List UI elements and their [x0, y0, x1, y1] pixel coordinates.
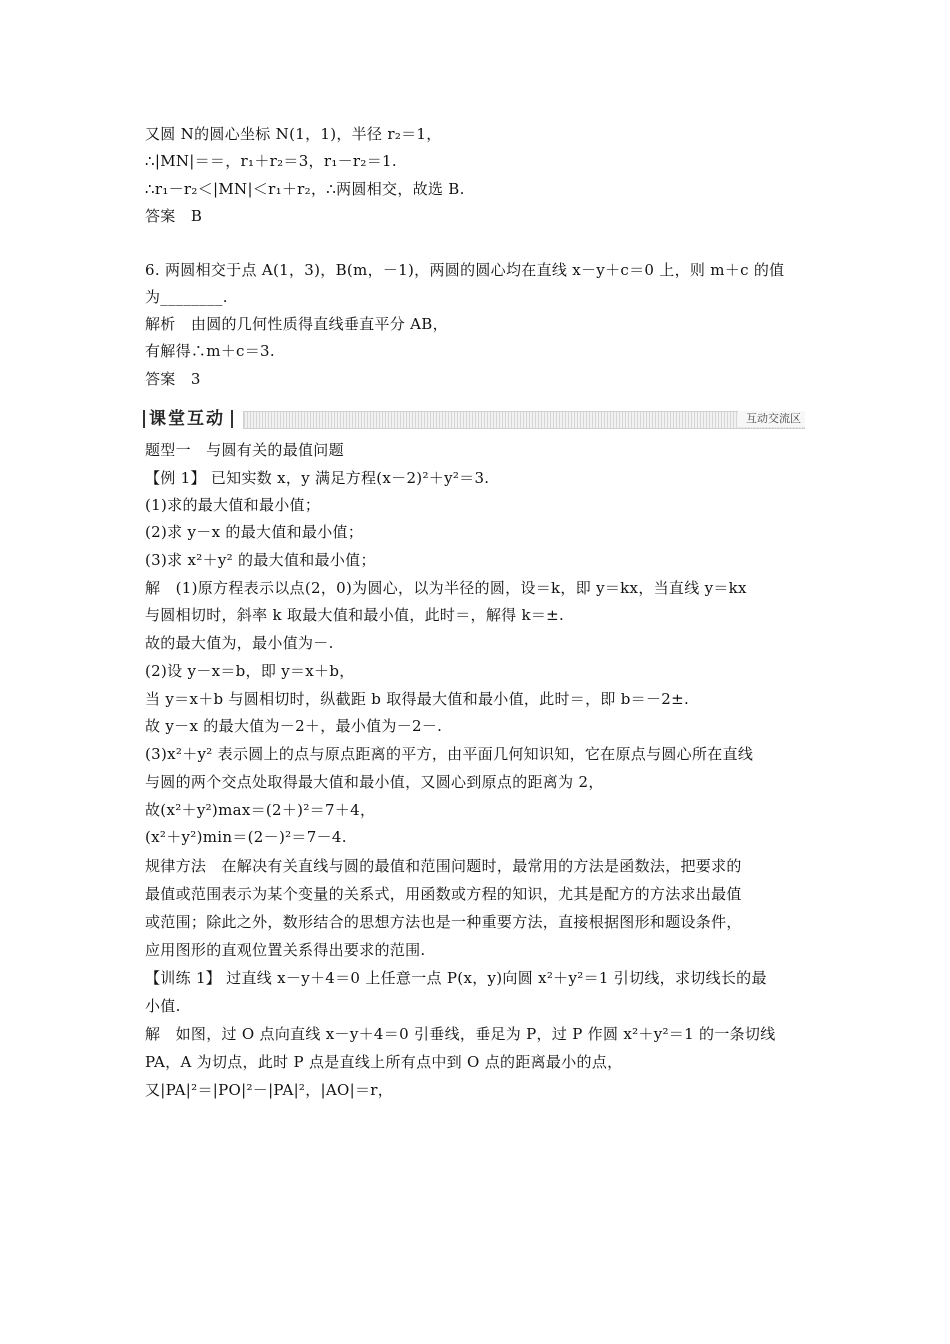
text-line: (2)求 y－x 的最大值和最小值；: [145, 523, 364, 541]
solution-line: (x²＋y²)min＝(2－)²＝7－4.: [145, 828, 347, 846]
solution-line: (3)x²＋y² 表示圆上的点与原点距离的平方，由平面几何知识知，它在原点与圆心所在直线: [145, 745, 754, 763]
solution-line: 解析 由圆的几何性质得直线垂直平分 AB，: [145, 315, 448, 333]
solution-line: 又|PA|²＝|PO|²－|PA|²，|AO|＝r，: [145, 1081, 394, 1099]
text-line: ∴r₁－r₂＜|MN|＜r₁＋r₂，∴两圆相交，故选 B.: [145, 180, 465, 198]
exercise-line: 小值.: [145, 997, 181, 1015]
method-line: 应用图形的直观位置关系得出要求的范围.: [145, 941, 426, 959]
method-line: 最值或范围表示为某个变量的关系式，用函数或方程的知识，尤其是配方的方法求出最值: [145, 885, 742, 903]
solution-line: 故(x²＋y²)max＝(2＋)²＝7＋4，: [145, 801, 376, 819]
problem-6-line: 6. 两圆相交于点 A(1，3)，B(m，－1)，两圆的圆心均在直线 x－y＋c＝0 上，则 m＋c 的值: [145, 261, 785, 279]
solution-line: PA，A 为切点，此时 P 点是直线上所有点中到 O 点的距离最小的点，: [145, 1053, 623, 1071]
banner-tag: 互动交流区: [738, 411, 805, 427]
example-title: 【例 1】 已知实数 x，y 满足方程(x－2)²＋y²＝3.: [145, 469, 490, 487]
method-line: 规律方法 在解决有关直线与圆的最值和范围问题时，最常用的方法是函数法，把要求的: [145, 857, 742, 875]
section-heading: 题型一 与圆有关的最值问题: [145, 441, 344, 459]
answer-line: 答案 3: [145, 370, 201, 388]
exercise-title: 【训练 1】 过直线 x－y＋4＝0 上任意一点 P(x，y)向圆 x²＋y²＝1 引切线，求切线长的最: [145, 969, 767, 987]
solution-line: 解 如图，过 O 点向直线 x－y＋4＝0 引垂线，垂足为 P，过 P 作圆 x²＋y²＝1 的一条切线: [145, 1025, 776, 1043]
solution-line: 当 y＝x＋b 与圆相切时，纵截距 b 取得最大值和最小值，此时＝，即 b＝－2±.: [145, 690, 690, 708]
solution-line: 解 (1)原方程表示以点(2，0)为圆心，以为半径的圆，设＝k，即 y＝kx，当直线 y＝kx: [145, 579, 747, 597]
banner-title: 课堂互动: [145, 407, 229, 431]
solution-line: 与圆相切时，斜率 k 取最大值和最小值，此时＝，解得 k＝±.: [145, 606, 565, 624]
method-line: 或范围；除此之外，数形结合的思想方法也是一种重要方法，直接根据图形和题设条件，: [145, 913, 742, 931]
text-line: (3)求 x²＋y² 的最大值和最小值；: [145, 551, 376, 569]
solution-line: 故 y－x 的最大值为－2＋，最小值为－2－.: [145, 717, 443, 735]
text-line: 又圆 N的圆心坐标 N(1，1)，半径 r₂＝1，: [145, 125, 442, 143]
section-banner: [145, 407, 805, 431]
solution-line: 有解得∴m＋c＝3.: [145, 342, 275, 360]
solution-line: 故的最大值为，最小值为－.: [145, 634, 334, 652]
solution-line: (2)设 y－x＝b，即 y＝x＋b，: [145, 662, 355, 680]
banner-stripe: [243, 411, 805, 429]
solution-line: 与圆的两个交点处取得最大值和最小值，又圆心到原点的距离为 2，: [145, 773, 604, 791]
answer-line: 答案 B: [145, 207, 203, 225]
problem-6-line: 为________.: [145, 288, 228, 306]
text-line: ∴|MN|＝＝，r₁＋r₂＝3，r₁－r₂＝1.: [145, 152, 397, 170]
text-line: (1)求的最大值和最小值；: [145, 496, 321, 514]
